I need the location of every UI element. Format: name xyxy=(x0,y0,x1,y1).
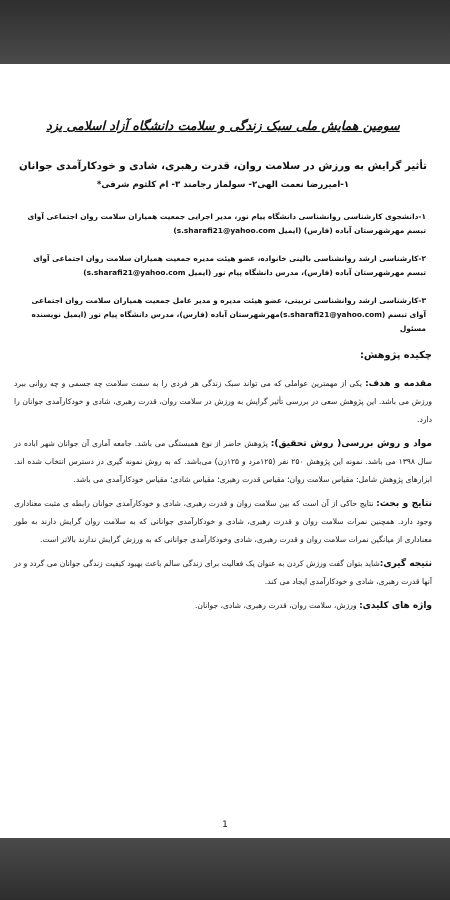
section-label: نتیجه گیری: xyxy=(379,559,432,569)
section-label: مقدمه و هدف: xyxy=(365,379,432,389)
paper-title: تأثیر گرایش به ورزش در سلامت روان، قدرت رهبری، شادی و خودکارآمدی جوانان xyxy=(18,161,428,172)
section-label: مواد و روش بررسی( روش تحقیق): xyxy=(270,439,432,449)
section-introduction xyxy=(14,375,432,429)
affiliation-3: ۳-کارشناسی ارشد روانشناسی تربیتی، عضو هیئت مدیره و مدیر عامل جمعیت همیاران سلامت روان اجتماعی آوای تبسم (s.sharafi21@yahoo.com)مهرشهرستان آباده (فارس)، مدرس دانشگاه پیام نور (ایمیل نویسنده مسئول xyxy=(31,296,426,333)
abstract-heading: چکیده پژوهش: xyxy=(359,350,432,361)
affiliation-1: ۱-دانشجوی کارشناسی روانشناسی دانشگاه پیام نور، مدیر اجرایی جمعیت همیاران سلامت روان اجتماعی آوای تبسم مهرشهرستان آباده (فارس) (ایمیل s.sharafi21@yahoo.com) xyxy=(27,212,426,235)
section-results xyxy=(14,495,432,549)
affiliation-2: ۲-کارشناسی ارشد روانشناسی بالینی خانواده، عضو هیئت مدیره جمعیت همیاران سلامت روان اجتماعی آوای تبسم مهرشهرستان آباده (فارس)، مدرس دانشگاه پیام نور (ایمیل s.sharafi21@yahoo.com) xyxy=(33,254,426,277)
authors-line: ۱-امیررضا نعمت الهی۲- سولماز رجامند ۳- ام کلثوم شرفی* xyxy=(96,180,350,190)
section-text: ورزش، سلامت روان، قدرت رهبری، شادی، جوانان. xyxy=(194,601,360,610)
section-methods xyxy=(14,435,432,489)
top-margin-strip xyxy=(0,0,450,64)
page-number: 1 xyxy=(222,820,228,830)
section-conclusion xyxy=(14,555,432,591)
section-keywords xyxy=(14,597,432,615)
section-text: شاید بتوان گفت ورزش کردن به عنوان یک فعالیت برای زندگی سالم باعث بهبود کیفیت زندگی جوانان می گردد و در آنها قدرت رهبری، شادی و خودکارآمدی ایجاد می کند. xyxy=(14,559,432,586)
section-text: نتایج حاکی از آن است که بین سلامت روان و قدرت رهبری، شادی و خودکارآمدی جوانان رابطه ی مثبت معناداری وجود دارد. همچنین نمرات سلامت روان و قدرت رهبری، شادی و خودکارآمدی جوانانی که به سلامت روان گرایش دارند به طور معناداری از میانگین نمرات سلامت روان و قدرت رهبری، شادی وخودکارآمدی جوانانی که به ورزش گرایش ندارند بالاتر است. xyxy=(14,499,432,544)
section-label: نتایج و بحث: xyxy=(376,499,432,509)
section-text: یکی از مهمترین عواملی که می تواند سبک زندگی هر فردی را به سمت سلامت چه جسمی و چه روانی ببرد ورزش می باشد. این پژوهش سعی در بررسی تأثیر گرایش به ورزش در سلامت روان، قدرت رهبری، شادی و خودکارآمدی جوانان را دارد. xyxy=(14,379,432,424)
section-label: واژه های کلیدی: xyxy=(359,601,432,611)
bottom-margin-strip xyxy=(0,838,450,900)
conference-title: سومین همایش ملی سبک زندگی و سلامت دانشگاه آزاد اسلامی یزد xyxy=(46,118,400,133)
section-text: پژوهش حاضر از نوع همبستگی می باشد. جامعه آماری آن جوانان شهر اباده در سال ۱۳۹۸ می باشد. نمونه این پژوهش ۲۵۰ نفر (۱۲۵مرد و ۱۲۵زن) می‌باشد. که به روش نمونه گیری در دسترس انتخاب شده اند. ابزارهای پژوهش شامل: مقیاس سلامت روان؛ مقیاس قدرت رهبری؛ مقیاس شادی؛ مقیاس خودکارآمدی می باشد. xyxy=(14,439,433,484)
document-body xyxy=(14,118,432,621)
